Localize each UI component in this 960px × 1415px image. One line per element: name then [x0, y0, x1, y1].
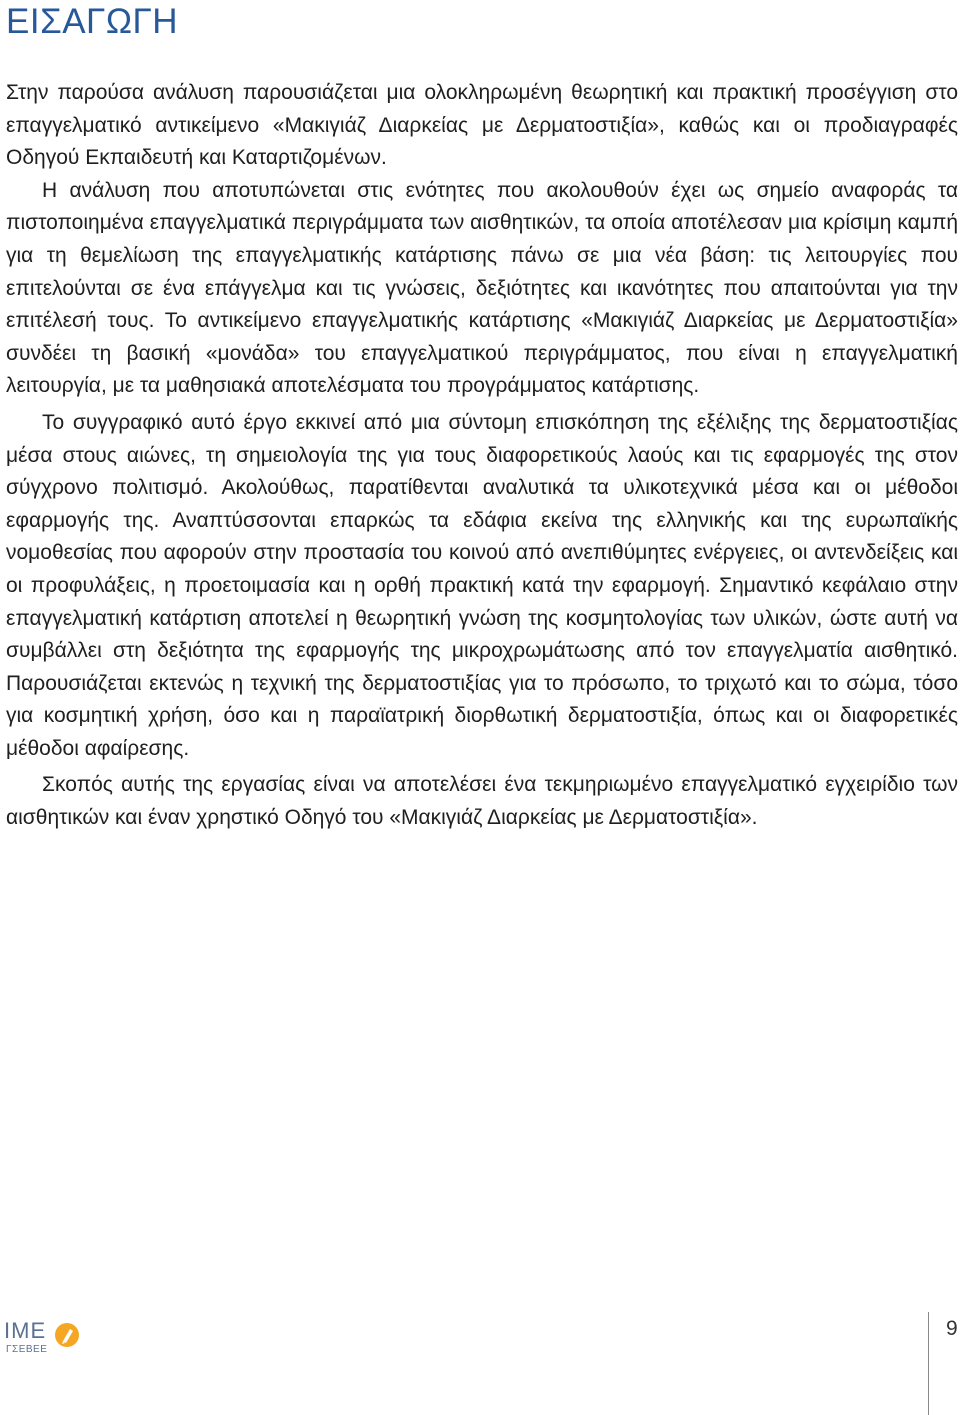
- pen-nib-icon: [54, 1322, 80, 1348]
- footer-divider: [928, 1312, 929, 1415]
- body-text: [6, 77, 958, 835]
- paragraph-content: Το συγγραφικό αυτό έργο εκκινεί από μια σύντομη επισκόπηση της εξέλιξης της δερματοστιξίας μέσα στους αιώνες, τη σημειολογία της για τους διαφορετικούς λαούς και τις εφαρμογές της στον σύγχρονο πολιτισμό. Ακολούθως, παρατίθενται αναλυτικά τα υλικοτεχνικά μέσα και οι μέθοδοι εφαρμογής της. Αναπτύσσονται επαρκώς τα εδάφια εκείνα της ελληνικής και της ευρωπαϊκής νομοθεσίας που αφορούν στην προστασία του κοινού από ανεπιθύμητες ενέργειες, οι αντενδείξεις και οι προφυλάξεις, η προετοιμασία και η ορθή πρακτική κατά την εφαρμογή. Σημαντικό κεφάλαιο στην επαγγελματική κατάρτιση αποτελεί η θεωρητική γνώση της κοσμητολογίας των υλικών, ώστε αυτή να συμβάλλει στη δεξιότητα της εφαρμογής της μικροχρωμάτωσης από τον επαγγελματία αισθητικό. Παρουσιάζεται εκτενώς η τεχνική της δερματοστιξίας για το πρόσωπο, το τριχωτό και το σώμα, τόσο για κοσμητική χρήση, όσο και η παραϊατρική διορθωτική δερματοστιξία, όπως και οι διαφορετικές μέθοδοι αφαίρεσης.: [6, 410, 958, 760]
- paragraph-analysis: Η ανάλυση που αποτυπώνεται στις ενότητες που ακολουθούν έχει ως σημείο αναφοράς τα πιστοποιημένα επαγγελματικά περιγράμματα των αισθητικών, τα οποία αποτέλεσαν μια κρίσιμη καμπή για τη θεμελίωση της επαγγελματικής κατάρτισης πάνω σε μια νέα βάση: τις λειτουργίες που επιτελούνται σε ένα επάγγελμα και τις γνώσεις, δεξιότητες και ικανότητες που απαιτούνται για την επιτέλεσή τους. Το αντικείμενο επαγγελματικής κατάρτισης «Μακιγιάζ Διαρκείας με Δερματοστιξία» συνδέει τη βασική «μονάδα» του επαγγελματικού περιγράμματος, που είναι η επαγγελματική λειτουργία, με τα μαθησιακά αποτελέσματα του προγράμματος κατάρτισης.: [6, 178, 958, 398]
- logo-subtext: ΓΣΕΒΕΕ: [6, 1344, 48, 1355]
- paragraph-intro: Στην παρούσα ανάλυση παρουσιάζεται μια ολοκληρωμένη θεωρητική και πρακτική προσέγγιση στο επαγγελματικό αντικείμενο «Μακιγιάζ Διαρκείας με Δερματοστιξία», καθώς και οι προδιαγραφές Οδηγού Εκπαιδευτή και Καταρτιζομένων.: [6, 81, 958, 170]
- paragraph-purpose: Σκοπός αυτής της εργασίας είναι να αποτελέσει ένα τεκμηριωμένο επαγγελματικό εγχειρίδιο των αισθητικών και έναν χρηστικό Οδηγό του «Μακιγιάζ Διαρκείας με Δερματοστιξία».: [6, 773, 958, 830]
- page-title: ΕΙΣΑΓΩΓΗ: [6, 2, 179, 41]
- publisher-logo: [4, 1318, 84, 1358]
- logo-text: IME: [4, 1318, 47, 1343]
- page-number: 9: [946, 1317, 958, 1340]
